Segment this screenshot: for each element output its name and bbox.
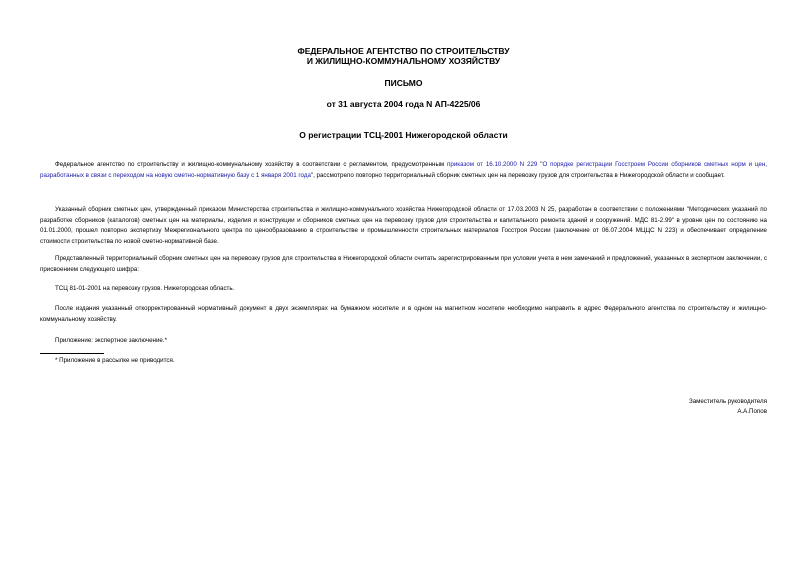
signatory-name: А.А.Попов (737, 408, 767, 415)
paragraph-5: После издания указанный откорректированный нормативный документ в двух экземплярах на бумажном носителе и в одном на магнитном носителе необходимо направить в адрес Федерального агентства по строительству и жилищно-коммунальному хозяйству. (40, 305, 767, 323)
appendix-note: Приложение: экспертное заключение.* (55, 337, 167, 344)
document-date: от 31 августа 2004 года N АП-4225/06 (326, 99, 481, 109)
footnote-divider (40, 353, 104, 354)
paragraph-1 (40, 160, 767, 181)
order-title-link[interactable]: О порядке регистрации Госстроем России сборников сметных норм и цен, разработанных в связи с переходом на новую сметно-нормативную базу с 1 января 2001 года (40, 161, 768, 179)
order-link[interactable]: приказом от 16.10.2000 N 229 (447, 161, 538, 168)
p1-mid: " (537, 161, 543, 168)
document-type: ПИСЬМО (384, 78, 423, 88)
agency-title-line1: ФЕДЕРАЛЬНОЕ АГЕНТСТВО ПО СТРОИТЕЛЬСТВУ (297, 46, 510, 56)
paragraph-4: ТСЦ 81-01-2001 на перевозку грузов. Нижегородская область. (55, 285, 235, 292)
p1-end: ", рассмотрело повторно территориальный сборник сметных цен на перевозку грузов для строительства в Нижегородской области и сообщает. (310, 171, 725, 179)
paragraph-2: Указанный сборник сметных цен, утвержденный приказом Министерства строительства и жилищно-коммунального хозяйства Нижегородской области от 17.03.2003 N 25, разработан в соответствии с положениями "Методических указаний по разработке сборников (каталогов) сметных цен на материалы, изделия и конструкции и сборников сметных цен на перевозку грузов для строительства и капитального ремонта зданий и сооружений. МДС 81-2.99" в уровне цен по состоянию на 01.01.2000, прошел повторно экспертизу Межрегионального центра по ценообразованию в строительстве и промышленности строительных материалов Госстроя России (заключение от 06.07.2004 МЦЦС N 223) и обеспечивает определение стоимости строительства по новой сметно-нормативной базе. (40, 206, 767, 245)
agency-title-line2: И ЖИЛИЩНО-КОММУНАЛЬНОМУ ХОЗЯЙСТВУ (306, 56, 501, 66)
paragraph-3: Представленный территориальный сборник сметных цен на перевозку грузов для строительства в Нижегородской области считать зарегистрированным при условии учета в нем замечаний и предложений, указанных в экспертном заключении, с присвоением следующего шифра: (40, 255, 767, 273)
p1-start: Федеральное агентство по строительству и жилищно-коммунальному хозяйству в соответствии с регламентом, предусмотренным (55, 161, 448, 168)
signatory-position: Заместитель руководителя (688, 398, 767, 405)
document-subject: О регистрации ТСЦ-2001 Нижегородской области (299, 130, 508, 140)
footnote: * Приложение в рассылке не приводится. (55, 357, 175, 364)
